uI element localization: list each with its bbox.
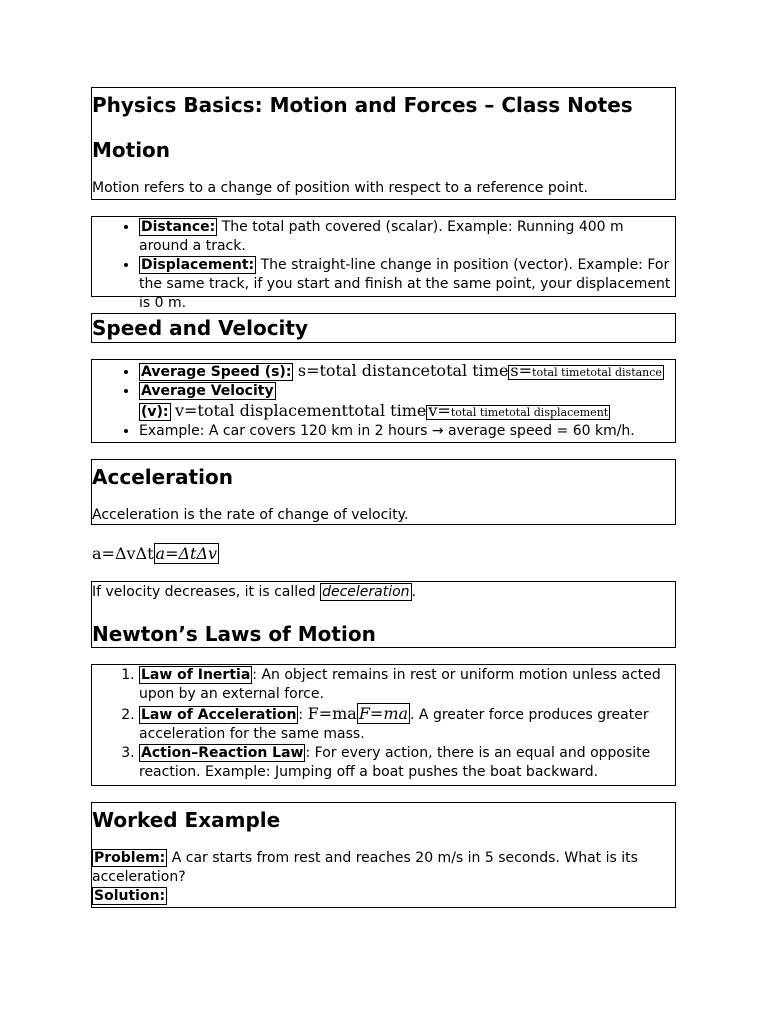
motion-heading: Motion [92, 138, 171, 162]
newton-list-box [91, 664, 676, 786]
list-item-law-2: 2. Law of Acceleration : F=ma F=ma . A greater force produces greater acceleration for the same mass. [139, 704, 675, 744]
speed-heading-box [91, 313, 676, 343]
acceleration-intro: Acceleration is the rate of change of velocity. [92, 507, 409, 523]
list-item-displacement [139, 256, 675, 313]
acceleration-formula [92, 544, 219, 563]
law-3-label: Action–Reaction Law [141, 745, 304, 761]
law-1-text: : An object remains in rest or uniform motion unless acted upon by an external force. [139, 667, 661, 702]
newton-intro-box [91, 581, 676, 648]
section-intro [91, 87, 676, 200]
motion-list [92, 218, 675, 313]
acceleration-formula-text: a=ΔvΔt [92, 544, 154, 563]
law-2-label: Law of Acceleration [141, 707, 297, 723]
list-item-law-3 [139, 744, 675, 782]
distance-text: The total path covered (scalar). Example: Running 400 m around a track. [139, 219, 624, 254]
avg-velocity-label-a: Average Velocity [141, 383, 274, 399]
acceleration-formula-alt: a=ΔtΔv [155, 544, 218, 563]
displacement-text: The straight-line change in position (vector). Example: For the same track, if you start and finish at the same point, your displacement is 0 m. [139, 257, 671, 311]
avg-velocity-formula: v=total displacementtotal time [174, 401, 427, 420]
avg-speed-formula: s=total distancetotal time [297, 361, 509, 380]
deceleration-note: If velocity decreases, it is called deceleration . [92, 584, 417, 600]
problem-text: Problem: A car starts from rest and reaches 20 m/s in 5 seconds. What is its acceleration? [92, 850, 638, 885]
problem-label: Problem: [94, 850, 166, 866]
avg-velocity-label-b: (v): [141, 404, 169, 420]
list-item-avg-velocity [139, 382, 675, 422]
page-title: Physics Basics: Motion and Forces – Class Notes [92, 93, 633, 117]
list-item-speed-example: • Example: A car covers 120 km in 2 hours → average speed = 60 km/h. [139, 422, 675, 441]
solution-line [92, 887, 675, 906]
law-1-label: Law of Inertia [141, 667, 251, 683]
newton-list [92, 666, 675, 782]
list-item-avg-speed [139, 361, 675, 382]
law-3-text: : For every action, there is an equal and opposite reaction. Example: Jumping off a boat pushes the boat backward. [139, 745, 651, 780]
displacement-label: Displacement: [141, 257, 255, 273]
motion-intro: Motion refers to a change of position with respect to a reference point. [92, 180, 589, 196]
list-item-distance [139, 218, 675, 256]
solution-label: Solution: [94, 888, 166, 904]
list-item-law-1 [139, 666, 675, 704]
deceleration-term: deceleration [322, 584, 410, 600]
law-2-text: . A greater force produces greater acceleration for the same mass. [139, 707, 649, 742]
speed-list-box [91, 359, 676, 443]
law-2-formula: F=ma [307, 704, 357, 723]
acceleration-heading: Acceleration [92, 465, 233, 489]
newton-heading: Newton’s Laws of Motion [92, 622, 376, 646]
avg-speed-formula-alt: s=total timetotal distance [510, 361, 662, 380]
acceleration-box [91, 459, 676, 525]
distance-label: Distance: [141, 219, 216, 235]
worked-heading: Worked Example [92, 808, 281, 832]
speed-heading: Speed and Velocity [92, 316, 308, 340]
motion-list-box [91, 216, 676, 311]
avg-speed-label: Average Speed (s): [141, 364, 292, 380]
worked-example-box [91, 802, 676, 908]
avg-velocity-formula-alt: v=total timetotal displacement [428, 401, 609, 420]
law-2-formula-alt: F=ma [358, 704, 409, 723]
speed-list [92, 361, 675, 441]
